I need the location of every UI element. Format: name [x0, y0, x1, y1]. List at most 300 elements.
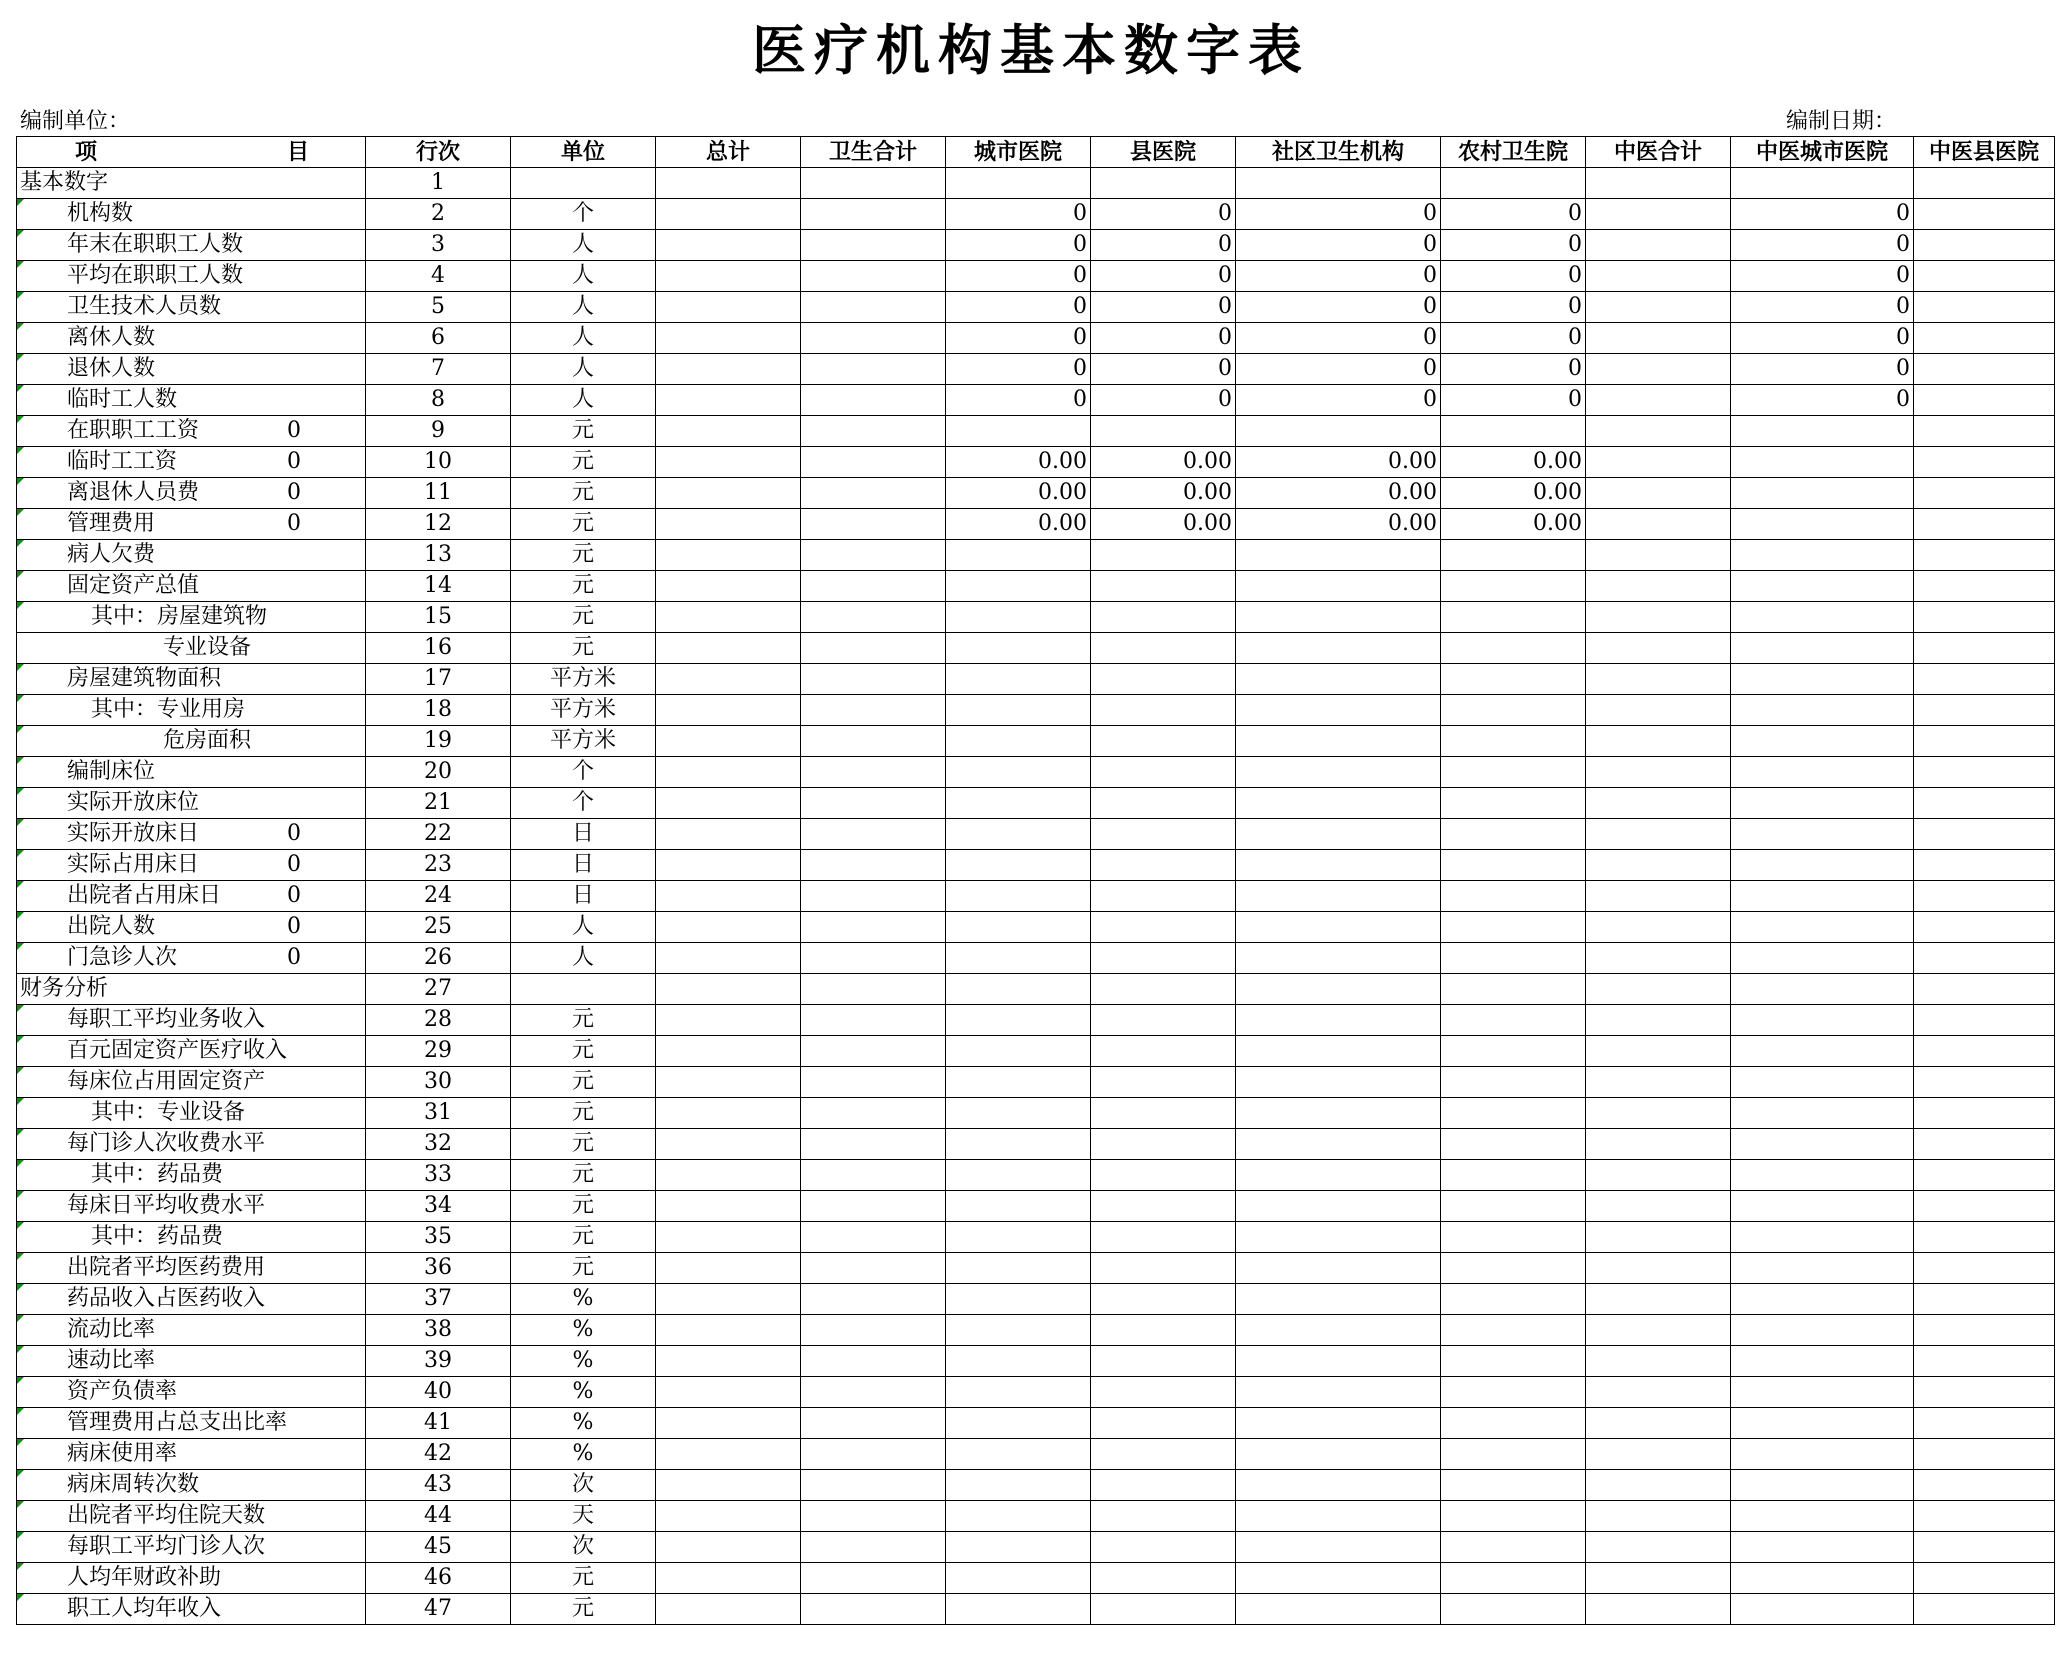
- value-cell[interactable]: [1731, 757, 1914, 788]
- value-cell[interactable]: 0: [946, 230, 1091, 261]
- value-cell[interactable]: [1914, 974, 2055, 1005]
- item-cell[interactable]: [17, 1377, 366, 1408]
- value-cell[interactable]: [656, 1377, 801, 1408]
- value-cell[interactable]: 0: [1731, 199, 1914, 230]
- value-cell[interactable]: [1091, 1222, 1236, 1253]
- item-cell[interactable]: [17, 540, 366, 571]
- unit-cell[interactable]: 次: [511, 1532, 656, 1563]
- row-number-cell[interactable]: 29: [366, 1036, 511, 1067]
- value-cell[interactable]: [946, 1067, 1091, 1098]
- value-cell[interactable]: [1441, 1098, 1586, 1129]
- value-cell[interactable]: [656, 788, 801, 819]
- value-cell[interactable]: [1731, 788, 1914, 819]
- value-cell[interactable]: [946, 571, 1091, 602]
- value-cell[interactable]: [1731, 1408, 1914, 1439]
- value-cell[interactable]: [1731, 1563, 1914, 1594]
- value-cell[interactable]: [801, 633, 946, 664]
- value-cell[interactable]: [656, 1005, 801, 1036]
- unit-cell[interactable]: 平方米: [511, 695, 656, 726]
- value-cell[interactable]: [801, 1563, 946, 1594]
- value-cell[interactable]: 0: [1236, 199, 1441, 230]
- value-cell[interactable]: [1731, 571, 1914, 602]
- unit-cell[interactable]: 元: [511, 447, 656, 478]
- value-cell[interactable]: [1441, 602, 1586, 633]
- value-cell[interactable]: [1441, 1191, 1586, 1222]
- value-cell[interactable]: [1091, 943, 1236, 974]
- item-cell[interactable]: [17, 943, 366, 974]
- row-number-cell[interactable]: 27: [366, 974, 511, 1005]
- value-cell[interactable]: [1731, 1160, 1914, 1191]
- value-cell[interactable]: [1586, 788, 1731, 819]
- value-cell[interactable]: [1091, 1408, 1236, 1439]
- value-cell[interactable]: 0.00: [946, 509, 1091, 540]
- value-cell[interactable]: [1091, 912, 1236, 943]
- value-cell[interactable]: [801, 1377, 946, 1408]
- value-cell[interactable]: [1731, 1129, 1914, 1160]
- value-cell[interactable]: [1236, 168, 1441, 199]
- item-cell[interactable]: [17, 323, 366, 354]
- value-cell[interactable]: [656, 1315, 801, 1346]
- item-cell[interactable]: [17, 447, 366, 478]
- row-number-cell[interactable]: 10: [366, 447, 511, 478]
- value-cell[interactable]: [801, 1408, 946, 1439]
- item-cell[interactable]: [17, 1501, 366, 1532]
- value-cell[interactable]: [1441, 1315, 1586, 1346]
- value-cell[interactable]: 0.00: [946, 478, 1091, 509]
- value-cell[interactable]: [1091, 1036, 1236, 1067]
- value-cell[interactable]: [1586, 1532, 1731, 1563]
- value-cell[interactable]: [1586, 974, 1731, 1005]
- value-cell[interactable]: [656, 1346, 801, 1377]
- value-cell[interactable]: [1731, 1501, 1914, 1532]
- value-cell[interactable]: [1914, 354, 2055, 385]
- unit-cell[interactable]: 日: [511, 819, 656, 850]
- value-cell[interactable]: [656, 1284, 801, 1315]
- value-cell[interactable]: [1914, 1439, 2055, 1470]
- value-cell[interactable]: 0: [1441, 230, 1586, 261]
- item-cell[interactable]: [17, 168, 366, 199]
- value-cell[interactable]: [1914, 757, 2055, 788]
- value-cell[interactable]: 0: [1236, 292, 1441, 323]
- item-cell[interactable]: [17, 974, 366, 1005]
- item-cell[interactable]: [17, 199, 366, 230]
- item-cell[interactable]: [17, 757, 366, 788]
- value-cell[interactable]: [946, 664, 1091, 695]
- value-cell[interactable]: [1914, 540, 2055, 571]
- value-cell[interactable]: [1091, 1594, 1236, 1625]
- value-cell[interactable]: [1586, 943, 1731, 974]
- value-cell[interactable]: [1091, 416, 1236, 447]
- value-cell[interactable]: [1236, 726, 1441, 757]
- value-cell[interactable]: [1441, 1067, 1586, 1098]
- value-cell[interactable]: [801, 385, 946, 416]
- value-cell[interactable]: 0: [1236, 323, 1441, 354]
- value-cell[interactable]: [1731, 1098, 1914, 1129]
- value-cell[interactable]: 0: [1091, 323, 1236, 354]
- value-cell[interactable]: [1236, 1191, 1441, 1222]
- value-cell[interactable]: [1731, 478, 1914, 509]
- value-cell[interactable]: [1586, 1439, 1731, 1470]
- value-cell[interactable]: [801, 1191, 946, 1222]
- value-cell[interactable]: [1586, 1408, 1731, 1439]
- value-cell[interactable]: [1236, 912, 1441, 943]
- value-cell[interactable]: [1914, 1501, 2055, 1532]
- value-cell[interactable]: [1441, 1005, 1586, 1036]
- value-cell[interactable]: 0.00: [1091, 509, 1236, 540]
- value-cell[interactable]: [1586, 1346, 1731, 1377]
- value-cell[interactable]: [1091, 1067, 1236, 1098]
- unit-cell[interactable]: 元: [511, 1160, 656, 1191]
- value-cell[interactable]: [1914, 447, 2055, 478]
- value-cell[interactable]: [656, 292, 801, 323]
- row-number-cell[interactable]: 20: [366, 757, 511, 788]
- value-cell[interactable]: [801, 292, 946, 323]
- value-cell[interactable]: [1731, 1470, 1914, 1501]
- value-cell[interactable]: [1586, 447, 1731, 478]
- value-cell[interactable]: 0: [1091, 385, 1236, 416]
- value-cell[interactable]: [1236, 1160, 1441, 1191]
- value-cell[interactable]: [1731, 602, 1914, 633]
- value-cell[interactable]: [1236, 1098, 1441, 1129]
- value-cell[interactable]: 0.00: [1441, 509, 1586, 540]
- row-number-cell[interactable]: 11: [366, 478, 511, 509]
- value-cell[interactable]: [801, 602, 946, 633]
- value-cell[interactable]: [946, 726, 1091, 757]
- value-cell[interactable]: [946, 1377, 1091, 1408]
- value-cell[interactable]: [656, 1253, 801, 1284]
- value-cell[interactable]: [1236, 633, 1441, 664]
- value-cell[interactable]: [1441, 1408, 1586, 1439]
- value-cell[interactable]: [946, 1315, 1091, 1346]
- value-cell[interactable]: [946, 1594, 1091, 1625]
- value-cell[interactable]: 0: [946, 199, 1091, 230]
- value-cell[interactable]: [1441, 1532, 1586, 1563]
- value-cell[interactable]: [1236, 1005, 1441, 1036]
- value-cell[interactable]: [1731, 664, 1914, 695]
- value-cell[interactable]: [1236, 1129, 1441, 1160]
- value-cell[interactable]: 0: [946, 354, 1091, 385]
- row-number-cell[interactable]: 45: [366, 1532, 511, 1563]
- value-cell[interactable]: [656, 1222, 801, 1253]
- row-number-cell[interactable]: 21: [366, 788, 511, 819]
- value-cell[interactable]: [801, 943, 946, 974]
- value-cell[interactable]: [801, 1160, 946, 1191]
- value-cell[interactable]: [1586, 1377, 1731, 1408]
- item-cell[interactable]: [17, 1036, 366, 1067]
- row-number-cell[interactable]: 14: [366, 571, 511, 602]
- value-cell[interactable]: [1586, 1098, 1731, 1129]
- value-cell[interactable]: 0: [1441, 385, 1586, 416]
- value-cell[interactable]: [1091, 633, 1236, 664]
- value-cell[interactable]: [801, 1501, 946, 1532]
- row-number-cell[interactable]: 22: [366, 819, 511, 850]
- value-cell[interactable]: [946, 912, 1091, 943]
- value-cell[interactable]: [1914, 602, 2055, 633]
- row-number-cell[interactable]: 5: [366, 292, 511, 323]
- value-cell[interactable]: [1236, 1563, 1441, 1594]
- value-cell[interactable]: [1731, 726, 1914, 757]
- value-cell[interactable]: [1731, 881, 1914, 912]
- item-cell[interactable]: [17, 1284, 366, 1315]
- value-cell[interactable]: [1091, 1377, 1236, 1408]
- value-cell[interactable]: [801, 1532, 946, 1563]
- row-number-cell[interactable]: 43: [366, 1470, 511, 1501]
- row-number-cell[interactable]: 23: [366, 850, 511, 881]
- unit-cell[interactable]: [511, 168, 656, 199]
- value-cell[interactable]: [946, 1098, 1091, 1129]
- unit-cell[interactable]: %: [511, 1377, 656, 1408]
- value-cell[interactable]: [1441, 1284, 1586, 1315]
- value-cell[interactable]: [1091, 1532, 1236, 1563]
- value-cell[interactable]: [1091, 1346, 1236, 1377]
- value-cell[interactable]: [946, 1191, 1091, 1222]
- value-cell[interactable]: [801, 478, 946, 509]
- unit-cell[interactable]: 元: [511, 1036, 656, 1067]
- row-number-cell[interactable]: 41: [366, 1408, 511, 1439]
- unit-cell[interactable]: 元: [511, 1005, 656, 1036]
- value-cell[interactable]: [1236, 1377, 1441, 1408]
- value-cell[interactable]: [946, 416, 1091, 447]
- value-cell[interactable]: [1914, 1346, 2055, 1377]
- value-cell[interactable]: [656, 509, 801, 540]
- value-cell[interactable]: [1441, 633, 1586, 664]
- item-cell[interactable]: [17, 1315, 366, 1346]
- value-cell[interactable]: [1731, 1532, 1914, 1563]
- value-cell[interactable]: [1091, 571, 1236, 602]
- value-cell[interactable]: [1091, 1160, 1236, 1191]
- value-cell[interactable]: [1091, 1284, 1236, 1315]
- value-cell[interactable]: [1586, 1036, 1731, 1067]
- value-cell[interactable]: [1441, 1439, 1586, 1470]
- value-cell[interactable]: [946, 1129, 1091, 1160]
- value-cell[interactable]: [1731, 1036, 1914, 1067]
- value-cell[interactable]: [801, 1439, 946, 1470]
- value-cell[interactable]: [1236, 664, 1441, 695]
- value-cell[interactable]: [801, 1005, 946, 1036]
- unit-cell[interactable]: 元: [511, 571, 656, 602]
- value-cell[interactable]: 0: [1731, 385, 1914, 416]
- unit-cell[interactable]: 元: [511, 509, 656, 540]
- value-cell[interactable]: 0.00: [1091, 478, 1236, 509]
- value-cell[interactable]: [1236, 1439, 1441, 1470]
- value-cell[interactable]: [1914, 323, 2055, 354]
- value-cell[interactable]: [1914, 633, 2055, 664]
- value-cell[interactable]: [1914, 1222, 2055, 1253]
- value-cell[interactable]: [1441, 1563, 1586, 1594]
- value-cell[interactable]: [656, 1594, 801, 1625]
- value-cell[interactable]: [656, 1067, 801, 1098]
- value-cell[interactable]: [946, 1160, 1091, 1191]
- value-cell[interactable]: [1586, 416, 1731, 447]
- item-cell[interactable]: [17, 385, 366, 416]
- value-cell[interactable]: [801, 1222, 946, 1253]
- unit-cell[interactable]: 元: [511, 1253, 656, 1284]
- value-cell[interactable]: [946, 1563, 1091, 1594]
- row-number-cell[interactable]: 6: [366, 323, 511, 354]
- unit-cell[interactable]: 人: [511, 354, 656, 385]
- unit-cell[interactable]: 元: [511, 1098, 656, 1129]
- row-number-cell[interactable]: 24: [366, 881, 511, 912]
- value-cell[interactable]: [801, 850, 946, 881]
- value-cell[interactable]: [1914, 881, 2055, 912]
- value-cell[interactable]: [1586, 819, 1731, 850]
- value-cell[interactable]: [1091, 1005, 1236, 1036]
- value-cell[interactable]: 0: [1731, 292, 1914, 323]
- value-cell[interactable]: [1091, 1253, 1236, 1284]
- value-cell[interactable]: 0: [1441, 199, 1586, 230]
- item-cell[interactable]: [17, 850, 366, 881]
- value-cell[interactable]: [801, 1129, 946, 1160]
- value-cell[interactable]: [1091, 664, 1236, 695]
- value-cell[interactable]: [801, 571, 946, 602]
- value-cell[interactable]: [946, 1501, 1091, 1532]
- value-cell[interactable]: [1586, 757, 1731, 788]
- value-cell[interactable]: [1236, 1036, 1441, 1067]
- value-cell[interactable]: [946, 943, 1091, 974]
- value-cell[interactable]: [801, 230, 946, 261]
- unit-cell[interactable]: [511, 974, 656, 1005]
- value-cell[interactable]: [656, 912, 801, 943]
- value-cell[interactable]: [1091, 1501, 1236, 1532]
- value-cell[interactable]: [801, 788, 946, 819]
- value-cell[interactable]: [1914, 664, 2055, 695]
- value-cell[interactable]: [1731, 1594, 1914, 1625]
- row-number-cell[interactable]: 40: [366, 1377, 511, 1408]
- value-cell[interactable]: [1091, 1315, 1236, 1346]
- value-cell[interactable]: [1236, 1594, 1441, 1625]
- row-number-cell[interactable]: 35: [366, 1222, 511, 1253]
- value-cell[interactable]: [1914, 1315, 2055, 1346]
- value-cell[interactable]: [801, 509, 946, 540]
- value-cell[interactable]: [946, 819, 1091, 850]
- value-cell[interactable]: [946, 1005, 1091, 1036]
- value-cell[interactable]: 0.00: [1236, 509, 1441, 540]
- unit-cell[interactable]: 人: [511, 912, 656, 943]
- value-cell[interactable]: [1091, 819, 1236, 850]
- value-cell[interactable]: [1236, 819, 1441, 850]
- unit-cell[interactable]: 元: [511, 633, 656, 664]
- unit-cell[interactable]: %: [511, 1408, 656, 1439]
- value-cell[interactable]: [1091, 1098, 1236, 1129]
- value-cell[interactable]: [1236, 943, 1441, 974]
- value-cell[interactable]: [801, 757, 946, 788]
- value-cell[interactable]: [1586, 1160, 1731, 1191]
- value-cell[interactable]: [656, 726, 801, 757]
- value-cell[interactable]: [801, 1470, 946, 1501]
- unit-cell[interactable]: 元: [511, 1129, 656, 1160]
- value-cell[interactable]: [946, 633, 1091, 664]
- value-cell[interactable]: [801, 974, 946, 1005]
- value-cell[interactable]: [1236, 850, 1441, 881]
- value-cell[interactable]: [946, 1253, 1091, 1284]
- value-cell[interactable]: [1914, 261, 2055, 292]
- unit-cell[interactable]: 元: [511, 540, 656, 571]
- value-cell[interactable]: 0: [946, 292, 1091, 323]
- value-cell[interactable]: [1236, 416, 1441, 447]
- value-cell[interactable]: 0: [1091, 199, 1236, 230]
- row-number-cell[interactable]: 7: [366, 354, 511, 385]
- row-number-cell[interactable]: 42: [366, 1439, 511, 1470]
- value-cell[interactable]: [1914, 1253, 2055, 1284]
- value-cell[interactable]: [656, 602, 801, 633]
- value-cell[interactable]: [1441, 1253, 1586, 1284]
- row-number-cell[interactable]: 36: [366, 1253, 511, 1284]
- value-cell[interactable]: [1914, 819, 2055, 850]
- value-cell[interactable]: [656, 943, 801, 974]
- value-cell[interactable]: [656, 850, 801, 881]
- item-cell[interactable]: [17, 695, 366, 726]
- unit-cell[interactable]: %: [511, 1439, 656, 1470]
- item-cell[interactable]: [17, 819, 366, 850]
- unit-cell[interactable]: 人: [511, 943, 656, 974]
- value-cell[interactable]: [1586, 1129, 1731, 1160]
- row-number-cell[interactable]: 9: [366, 416, 511, 447]
- value-cell[interactable]: [1586, 323, 1731, 354]
- value-cell[interactable]: [1914, 416, 2055, 447]
- item-cell[interactable]: [17, 912, 366, 943]
- value-cell[interactable]: [1586, 354, 1731, 385]
- value-cell[interactable]: 0: [1441, 354, 1586, 385]
- value-cell[interactable]: [1586, 509, 1731, 540]
- value-cell[interactable]: [656, 819, 801, 850]
- row-number-cell[interactable]: 37: [366, 1284, 511, 1315]
- value-cell[interactable]: [1914, 695, 2055, 726]
- value-cell[interactable]: [1236, 788, 1441, 819]
- value-cell[interactable]: [1441, 757, 1586, 788]
- value-cell[interactable]: [1586, 1563, 1731, 1594]
- value-cell[interactable]: [1586, 385, 1731, 416]
- value-cell[interactable]: [1586, 1222, 1731, 1253]
- value-cell[interactable]: [801, 1098, 946, 1129]
- row-number-cell[interactable]: 44: [366, 1501, 511, 1532]
- value-cell[interactable]: [1731, 1284, 1914, 1315]
- value-cell[interactable]: [1914, 1563, 2055, 1594]
- unit-cell[interactable]: 平方米: [511, 726, 656, 757]
- row-number-cell[interactable]: 33: [366, 1160, 511, 1191]
- value-cell[interactable]: [946, 1222, 1091, 1253]
- item-cell[interactable]: [17, 1129, 366, 1160]
- value-cell[interactable]: [1441, 664, 1586, 695]
- value-cell[interactable]: [1731, 1067, 1914, 1098]
- value-cell[interactable]: [1914, 1005, 2055, 1036]
- unit-cell[interactable]: 元: [511, 1191, 656, 1222]
- value-cell[interactable]: [1091, 168, 1236, 199]
- value-cell[interactable]: [801, 1067, 946, 1098]
- value-cell[interactable]: [1914, 788, 2055, 819]
- row-number-cell[interactable]: 38: [366, 1315, 511, 1346]
- value-cell[interactable]: 0: [1441, 323, 1586, 354]
- value-cell[interactable]: 0.00: [1236, 478, 1441, 509]
- value-cell[interactable]: [656, 1191, 801, 1222]
- row-number-cell[interactable]: 46: [366, 1563, 511, 1594]
- value-cell[interactable]: [1091, 695, 1236, 726]
- item-cell[interactable]: [17, 354, 366, 385]
- item-cell[interactable]: [17, 1222, 366, 1253]
- value-cell[interactable]: [1731, 633, 1914, 664]
- item-cell[interactable]: [17, 1594, 366, 1625]
- value-cell[interactable]: [801, 1253, 946, 1284]
- row-number-cell[interactable]: 12: [366, 509, 511, 540]
- value-cell[interactable]: [1914, 1532, 2055, 1563]
- value-cell[interactable]: 0: [1236, 261, 1441, 292]
- value-cell[interactable]: [946, 695, 1091, 726]
- value-cell[interactable]: [1914, 292, 2055, 323]
- value-cell[interactable]: [1236, 1532, 1441, 1563]
- value-cell[interactable]: 0: [1236, 230, 1441, 261]
- value-cell[interactable]: [1586, 1191, 1731, 1222]
- unit-cell[interactable]: 个: [511, 757, 656, 788]
- value-cell[interactable]: [946, 1439, 1091, 1470]
